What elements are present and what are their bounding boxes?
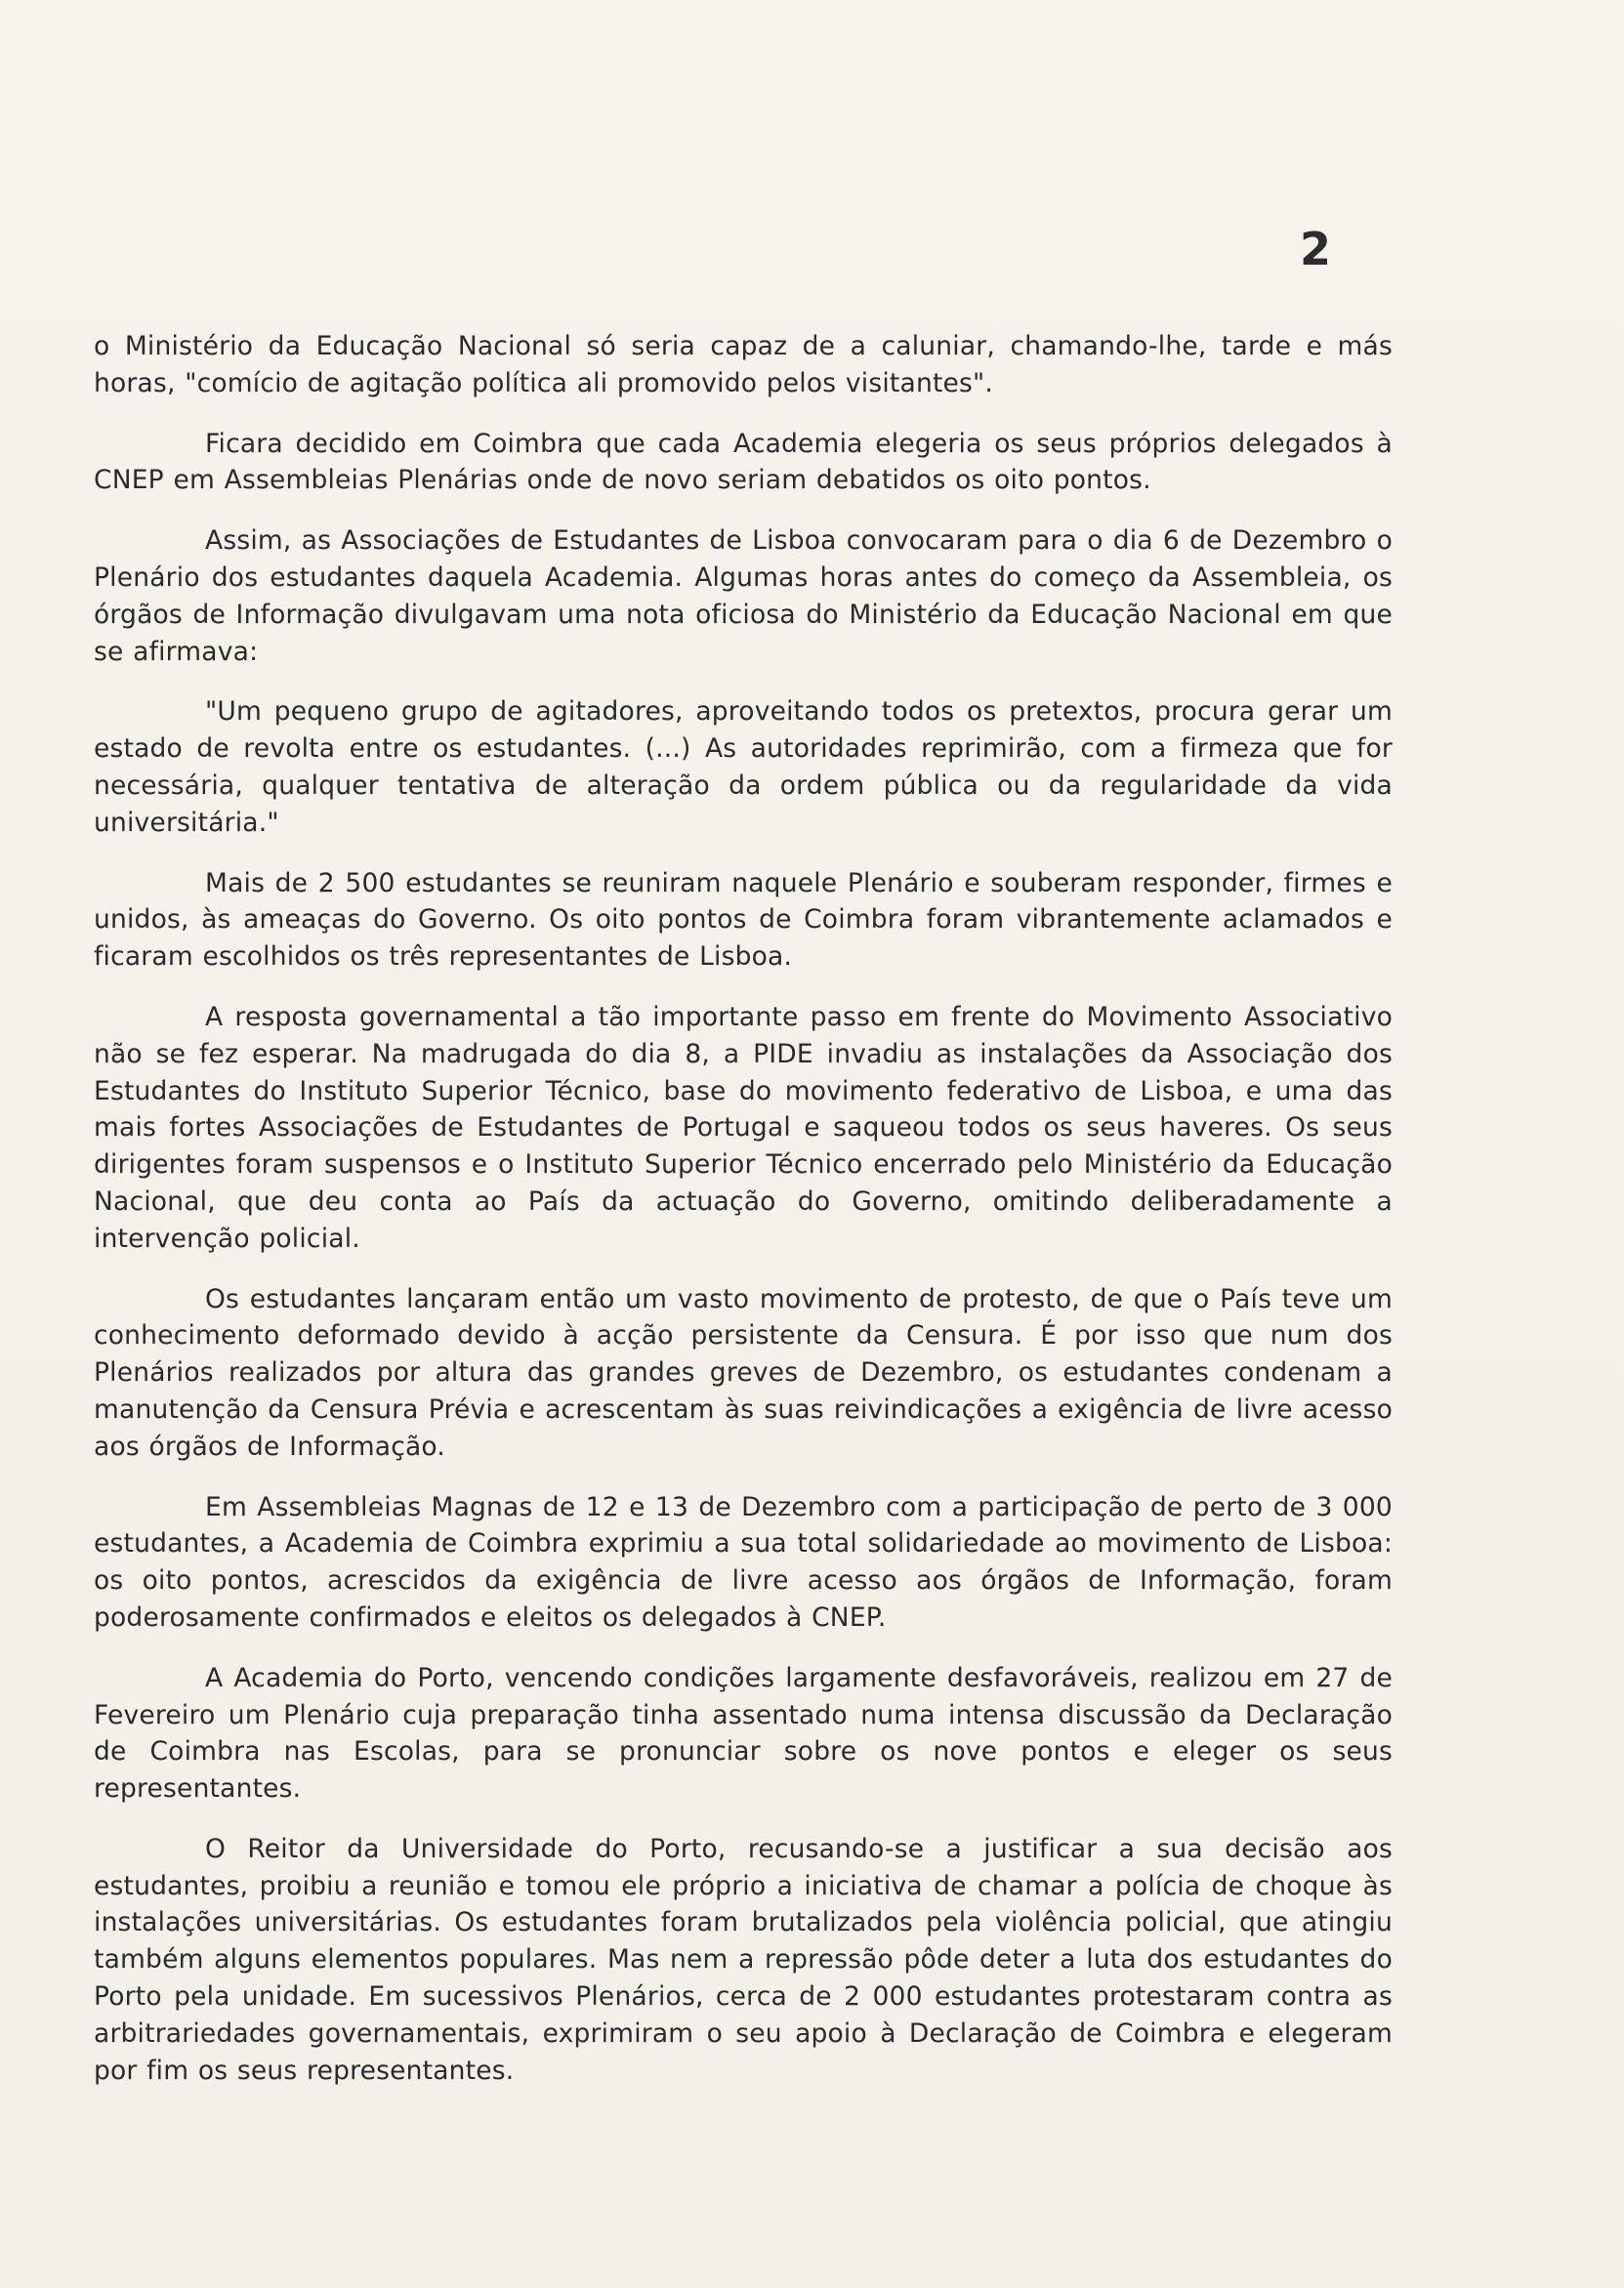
paragraph-5: Mais de 2 500 estudantes se reuniram naquele Plenário e souberam responder, firmes e unidos, às ameaças do Governo. Os oito pontos de Coimbra foram vibrantemente aclamados e ficaram escolhidos os três representantes de Lisboa. bbox=[94, 867, 1393, 973]
paragraph-10: O Reitor da Universidade do Porto, recusando-se a justificar a sua decisão aos estudantes, proibiu a reunião e tomou ele próprio a iniciativa de chamar a polícia de choque às instalações universitárias. Os estudantes foram brutalizados pela violência policial, que atingiu também alguns elementos populares. Mas nem a repressão pôde deter a luta dos estudantes do Porto pela unidade. Em sucessivos Plenários, cerca de 2 000 estudantes protestaram contra as arbitrariedades governamentais, exprimiram o seu apoio à Declaração de Coimbra e elegeram por fim os seus representantes. bbox=[94, 1833, 1393, 2086]
paragraph-8: Em Assembleias Magnas de 12 e 13 de Dezembro com a participação de perto de 3 000 estudantes, a Academia de Coimbra exprimiu a sua total solidariedade ao movimento de Lisboa: os oito pontos, acrescidos da exigência de livre acesso aos órgãos de Informação, foram poderosamente confirmados e eleitos os delegados à CNEP. bbox=[94, 1491, 1393, 1633]
paragraph-9: A Academia do Porto, vencendo condições largamente desfavoráveis, realizou em 27 de Fevereiro um Plenário cuja preparação tinha assentado numa intensa discussão da Declaração de Coimbra nas Escolas, para se pronunciar sobre os nove pontos e eleger os seus representantes. bbox=[94, 1662, 1393, 1805]
paragraph-2: Ficara decidido em Coimbra que cada Academia elegeria os seus próprios delegados à CNEP em Assembleias Plenárias onde de novo seriam debatidos os oito pontos. bbox=[94, 428, 1393, 496]
paragraph-3: Assim, as Associações de Estudantes de Lisboa convocaram para o dia 6 de Dezembro o Plenário dos estudantes daquela Academia. Algumas horas antes do começo da Assembleia, os órgãos de Informação divulgavam uma nota oficiosa do Ministério da Educação Nacional em que se afirmava: bbox=[94, 525, 1393, 667]
quotation-paragraph: "Um pequeno grupo de agitadores, aproveitando todos os pretextos, procura gerar um estado de revolta entre os estudantes. (...) As autoridades reprimirão, com a firmeza que for necessária, qualquer tentativa de alteração da ordem pública ou da regularidade da vida universitária." bbox=[94, 696, 1393, 838]
paragraph-7: Os estudantes lançaram então um vasto movimento de protesto, de que o País teve um conhecimento deformado devido à acção persistente da Censura. É por isso que num dos Plenários realizados por altura das grandes greves de Dezembro, os estudantes condenam a manutenção da Censura Prévia e acrescentam às suas reivindicações a exigência de livre acesso aos órgãos de Informação. bbox=[94, 1283, 1393, 1462]
page-number: 2 bbox=[1300, 223, 1332, 275]
paragraph-1: o Ministério da Educação Nacional só seria capaz de a caluniar, chamando-lhe, tarde e más horas, "comício de agitação política ali promovido pelos visitantes". bbox=[94, 331, 1393, 398]
paragraph-6: A resposta governamental a tão importante passo em frente do Movimento Associativo não se fez esperar. Na madrugada do dia 8, a PIDE invadiu as instalações da Associação dos Estudantes do Instituto Superior Técnico, base do movimento federativo de Lisboa, e uma das mais fortes Associações de Estudantes de Portugal e saqueou todos os seus haveres. Os seus dirigentes foram suspensos e o Instituto Superior Técnico encerrado pelo Ministério da Educação Nacional, que deu conta ao País da actuação do Governo, omitindo deliberadamente a intervenção policial. bbox=[94, 1001, 1393, 1254]
body-text bbox=[94, 328, 1393, 2112]
